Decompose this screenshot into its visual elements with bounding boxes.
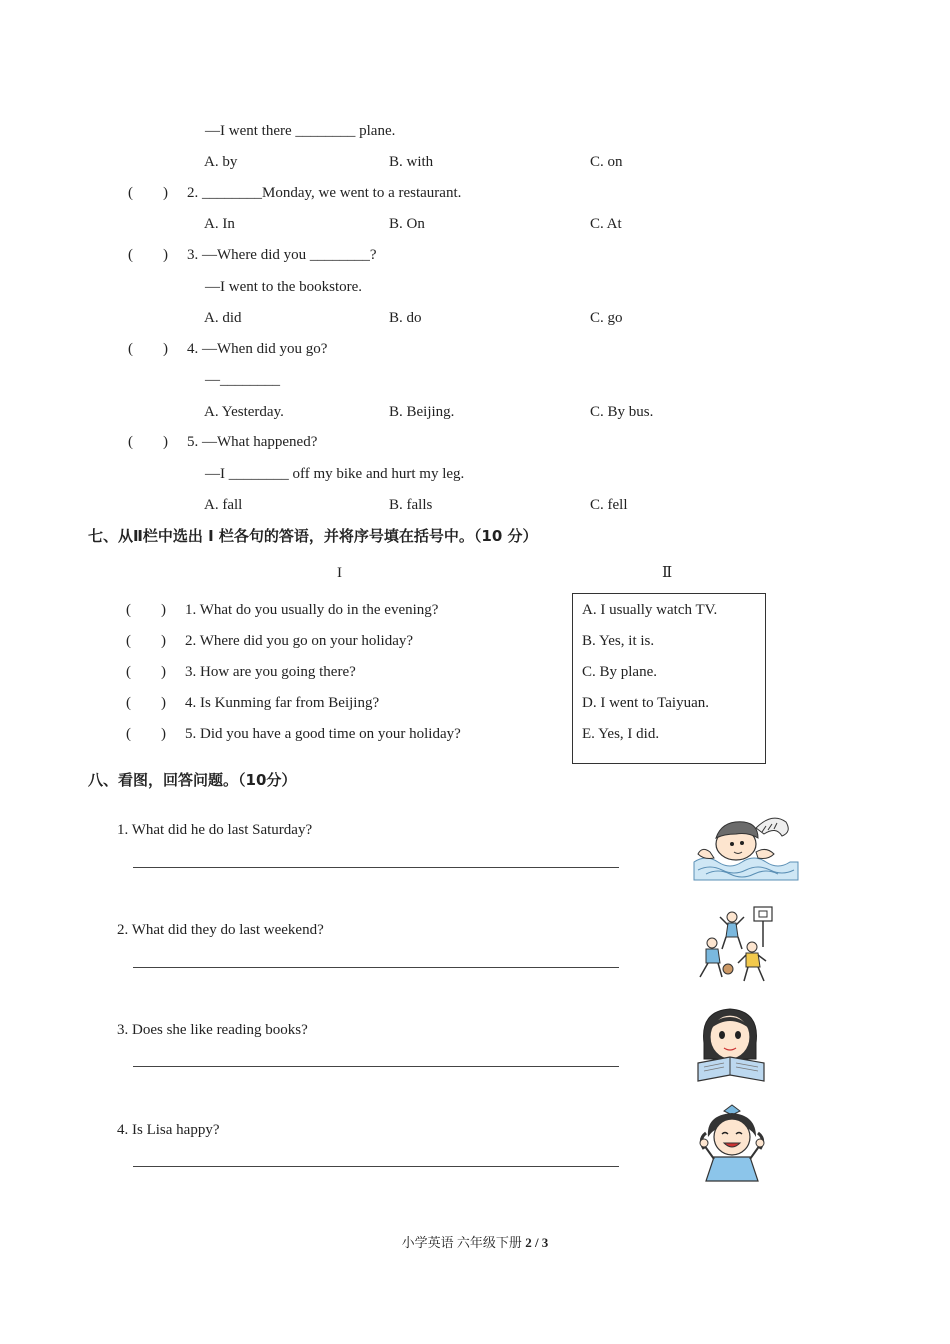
q3-line2: —I went to the bookstore.: [205, 279, 363, 295]
match-answer-a: A. I usually watch TV.: [582, 602, 718, 618]
swimming-boy-picture: [692, 802, 800, 882]
match-bracket-2[interactable]: ( ): [126, 633, 166, 649]
match-question-1: 1. What do you usually do in the evening?: [185, 602, 439, 618]
match-question-5: 5. Did you have a good time on your holiday?: [185, 726, 461, 742]
q1-option-b: B. with: [389, 154, 434, 170]
match-answer-d: D. I went to Taiyuan.: [582, 695, 709, 711]
match-bracket-5[interactable]: ( ): [126, 726, 166, 742]
q5-option-c: C. fell: [590, 497, 628, 513]
match-question-4: 4. Is Kunming far from Beijing?: [185, 695, 380, 711]
q4-line2: —________: [205, 372, 280, 388]
picture-question-4: 4. Is Lisa happy?: [117, 1122, 220, 1138]
q5-option-b: B. falls: [389, 497, 433, 513]
q5-answer-bracket[interactable]: ( ): [128, 434, 168, 450]
picture-question-1: 1. What did he do last Saturday?: [117, 822, 313, 838]
answer-line-2[interactable]: [133, 967, 619, 968]
q2-stem: 2. ________Monday, we went to a restaurant.: [187, 185, 462, 201]
picture-question-3: 3. Does she like reading books?: [117, 1022, 308, 1038]
reading-girl-picture: [692, 1003, 770, 1083]
match-question-3: 3. How are you going there?: [185, 664, 356, 680]
match-question-2: 2. Where did you go on your holiday?: [185, 633, 414, 649]
match-bracket-1[interactable]: ( ): [126, 602, 166, 618]
match-answer-e: E. Yes, I did.: [582, 726, 660, 742]
column-1-header: I: [337, 565, 342, 581]
q5-option-a: A. fall: [204, 497, 243, 513]
q2-option-c: C. At: [590, 216, 622, 232]
q3-answer-bracket[interactable]: ( ): [128, 247, 168, 263]
footer-text: 小学英语 六年级下册: [401, 1235, 522, 1250]
part8-heading: 八、看图，回答问题。（10分）: [88, 771, 297, 789]
match-answer-b: B. Yes, it is.: [582, 633, 655, 649]
q1-option-c: C. on: [590, 154, 623, 170]
q1-option-a: A. by: [204, 154, 238, 170]
q4-answer-bracket[interactable]: ( ): [128, 341, 168, 357]
q3-stem: 3. —Where did you ________?: [187, 247, 377, 263]
basketball-kids-picture: [692, 903, 778, 987]
q2-option-a: A. In: [204, 216, 235, 232]
q5-stem: 5. —What happened?: [187, 434, 318, 450]
answer-line-3[interactable]: [133, 1066, 619, 1067]
page-footer: [0, 1232, 950, 1251]
match-answer-c: C. By plane.: [582, 664, 657, 680]
page-number: 2 / 3: [525, 1235, 549, 1250]
q4-option-c: C. By bus.: [590, 404, 654, 420]
q4-stem: 4. —When did you go?: [187, 341, 328, 357]
q3-option-c: C. go: [590, 310, 623, 326]
answer-line-1[interactable]: [133, 867, 619, 868]
q5-line2: —I ________ off my bike and hurt my leg.: [205, 466, 465, 482]
q2-answer-bracket[interactable]: ( ): [128, 185, 168, 201]
match-bracket-3[interactable]: ( ): [126, 664, 166, 680]
q3-option-a: A. did: [204, 310, 242, 326]
q4-option-b: B. Beijing.: [389, 404, 455, 420]
q1-answer-line: —I went there ________ plane.: [205, 123, 396, 139]
q3-option-b: B. do: [389, 310, 422, 326]
q2-option-b: B. On: [389, 216, 425, 232]
part7-heading: 七、从Ⅱ栏中选出 I 栏各句的答语，并将序号填在括号中。（10 分）: [88, 527, 538, 545]
happy-girl-picture: [694, 1103, 770, 1183]
match-bracket-4[interactable]: ( ): [126, 695, 166, 711]
answer-line-4[interactable]: [133, 1166, 619, 1167]
column-2-header: Ⅱ: [662, 565, 673, 581]
picture-question-2: 2. What did they do last weekend?: [117, 922, 324, 938]
q4-option-a: A. Yesterday.: [204, 404, 284, 420]
